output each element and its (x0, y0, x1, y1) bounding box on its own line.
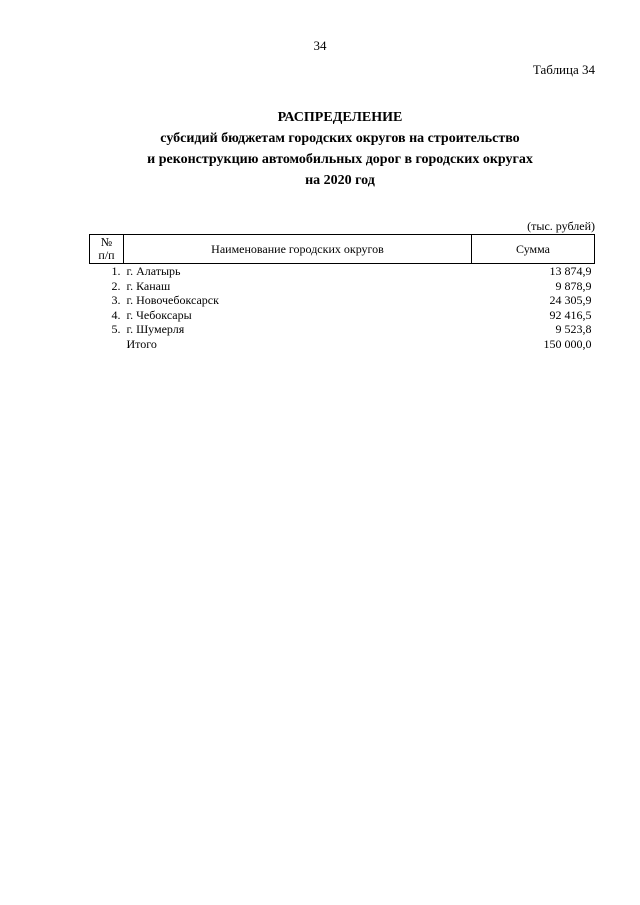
row-sum: 9 523,8 (555, 322, 592, 336)
row-sum: 13 874,9 (549, 264, 592, 278)
table-row (90, 308, 595, 323)
row-number: 4. (111, 307, 121, 322)
title-line-3: и реконструкцию автомобильных дорог в городских округах (147, 152, 533, 167)
row-name: г. Алатырь (126, 264, 181, 278)
row-name: г. Канаш (126, 278, 171, 293)
title-line-4: на 2020 год (305, 173, 375, 188)
title-line-1: РАСПРЕДЕЛЕНИЕ (277, 110, 403, 125)
row-sum: 24 305,9 (549, 293, 592, 307)
row-sum: 9 878,9 (555, 278, 592, 293)
header-name: Наименование городских округов (124, 235, 472, 264)
row-name: г. Новочебоксарск (126, 293, 219, 307)
document-title (0, 107, 640, 191)
header-number (90, 235, 124, 264)
table-label: Таблица 34 (532, 62, 595, 77)
header-row (90, 235, 595, 264)
header-number-line2: п/п (98, 248, 115, 262)
table-row (90, 293, 595, 308)
total-label: Итого (126, 336, 157, 351)
row-number: 1. (111, 264, 121, 278)
units-note: (тыс. рублей) (527, 219, 595, 233)
table-row (90, 264, 595, 279)
row-sum: 92 416,5 (549, 307, 592, 322)
total-sum: 150 000,0 (543, 336, 592, 351)
title-line-2: субсидий бюджетам городских округов на строительство (160, 131, 520, 146)
row-name: г. Чебоксары (126, 307, 192, 322)
table-row (90, 279, 595, 294)
table-body (90, 264, 595, 352)
total-number-cell (90, 337, 124, 352)
table-header (90, 235, 595, 264)
table-row (90, 322, 595, 337)
distribution-table (89, 234, 595, 351)
row-number: 5. (111, 322, 121, 336)
row-name: г. Шумерля (126, 322, 185, 336)
page-number: 34 (313, 38, 327, 53)
header-number-line1: № (100, 235, 113, 249)
row-number: 2. (111, 278, 121, 293)
row-number: 3. (111, 293, 121, 307)
total-row (90, 337, 595, 352)
header-sum: Сумма (472, 235, 595, 264)
